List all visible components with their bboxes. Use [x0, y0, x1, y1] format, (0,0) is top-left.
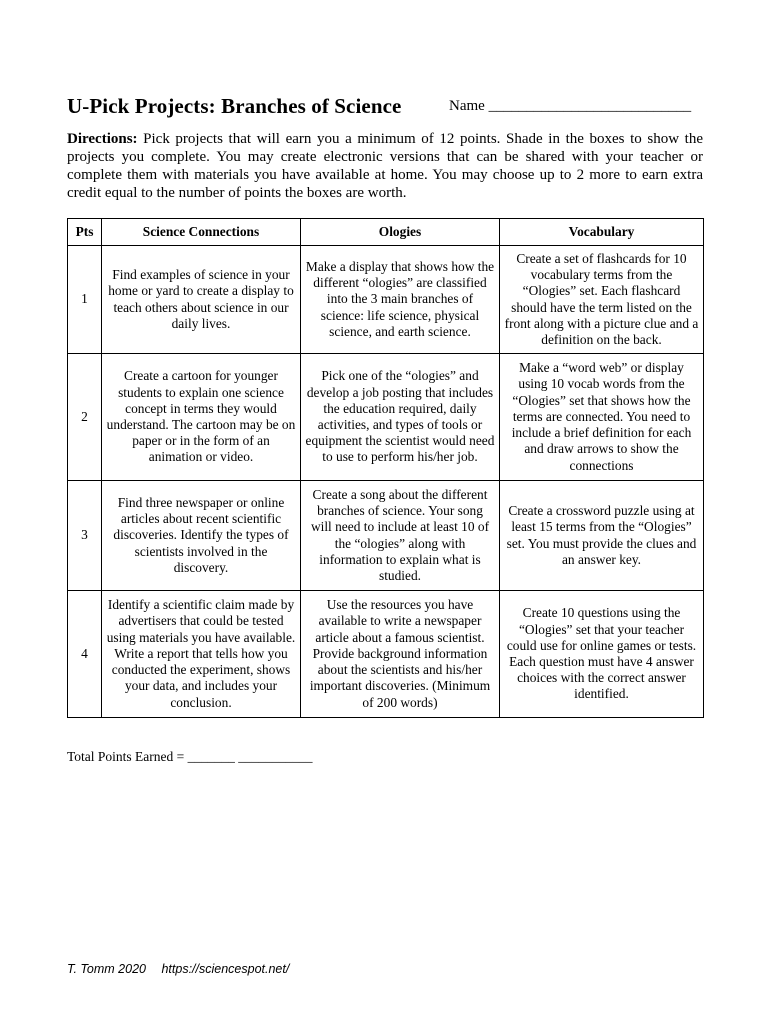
directions-label: Directions:	[67, 131, 138, 147]
science-connections-cell[interactable]: Identify a scientific claim made by advertisers that could be tested using materials you have available. Write a report that tells how you conducted the experiment, shows your data, and includes your conclusion.	[102, 591, 301, 718]
directions-text: Pick projects that will earn you a minimum of 12 points. Shade in the boxes to show the projects you complete. You may create electronic versions that can be shared with your teacher or complete them with materials you have available at home. You may choose up to 2 more to earn extra credit equal to the number of points the boxes are worth.	[67, 131, 703, 201]
ologies-cell[interactable]: Create a song about the different branches of science. Your song will need to include at least 10 of the “ologies” along with information to explain what is studied.	[301, 481, 500, 591]
science-connections-cell[interactable]: Create a cartoon for younger students to explain one science concept in terms they would understand. The cartoon may be on paper or in the form of an animation or video.	[102, 354, 301, 481]
pts-cell: 4	[68, 591, 102, 718]
vocabulary-cell[interactable]: Create 10 questions using the “Ologies” set that your teacher could use for online games or tests. Each question must have 4 answer choices with the correct answer identified.	[500, 591, 704, 718]
page-footer	[67, 962, 301, 976]
vocabulary-cell[interactable]: Create a set of flashcards for 10 vocabulary terms from the “Ologies” set. Each flashcard should have the term listed on the front along with a picture clue and a definition on the back.	[500, 246, 704, 354]
header-vocabulary: Vocabulary	[500, 219, 704, 246]
science-connections-cell[interactable]: Find three newspaper or online articles about recent scientific discoveries. Identify the types of scientists involved in the discovery.	[102, 481, 301, 591]
projects-table	[67, 218, 704, 718]
ologies-cell[interactable]: Pick one of the “ologies” and develop a job posting that includes the education required, daily activities, and types of tools or equipment the scientist would need to use to perform his/her job.	[301, 354, 500, 481]
name-field[interactable]: Name ___________________________	[449, 98, 692, 114]
vocabulary-cell[interactable]: Create a crossword puzzle using at least 15 terms from the “Ologies” set. You must provide the clues and an answer key.	[500, 481, 704, 591]
table-row	[68, 246, 704, 354]
ologies-cell[interactable]: Make a display that shows how the different “ologies” are classified into the 3 main branches of science: life science, physical science, and earth science.	[301, 246, 500, 354]
footer-author: T. Tomm 2020	[67, 962, 146, 976]
footer-url[interactable]: https://sciencespot.net/	[161, 962, 290, 976]
table-row	[68, 354, 704, 481]
header-science-connections: Science Connections	[102, 219, 301, 246]
vocabulary-cell[interactable]: Make a “word web” or display using 10 vocab words from the “Ologies” set that shows how the terms are connected. You need to include a brief definition for each and draw arrows to show the connections	[500, 354, 704, 481]
header-ologies: Ologies	[301, 219, 500, 246]
table-header-row	[68, 219, 704, 246]
ologies-cell[interactable]: Use the resources you have available to write a newspaper article about a famous scientist. Provide background information about the scientists and his/her important discoveries. (Minimum of 200 words)	[301, 591, 500, 718]
directions-paragraph	[67, 130, 703, 202]
page-header	[67, 94, 707, 124]
science-connections-cell[interactable]: Find examples of science in your home or yard to create a display to teach others about science in our daily lives.	[102, 246, 301, 354]
pts-cell: 1	[68, 246, 102, 354]
header-pts: Pts	[68, 219, 102, 246]
page-title: U-Pick Projects: Branches of Science	[67, 94, 402, 118]
total-points[interactable]: Total Points Earned = _______ ___________	[67, 749, 313, 764]
table-row	[68, 481, 704, 591]
table-row	[68, 591, 704, 718]
pts-cell: 2	[68, 354, 102, 481]
pts-cell: 3	[68, 481, 102, 591]
